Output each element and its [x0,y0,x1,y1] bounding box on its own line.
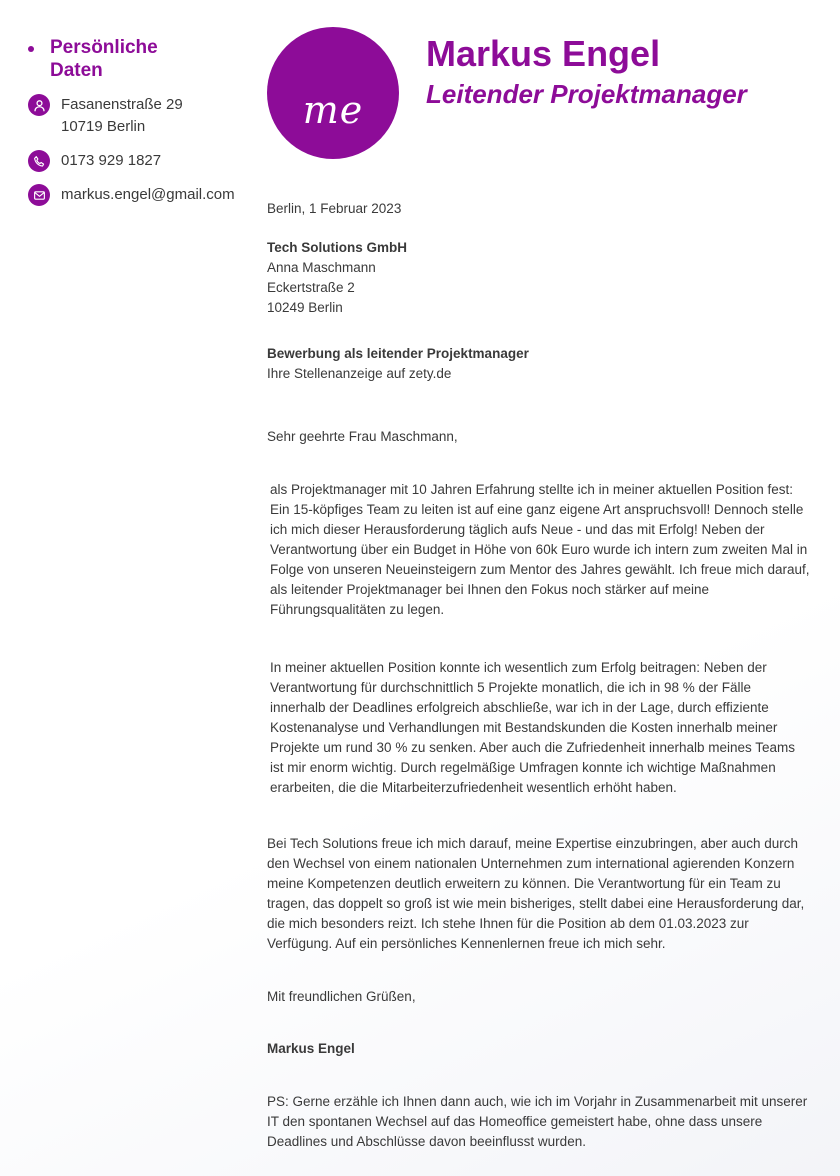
heading-line-2: Daten [50,60,103,81]
place-date: Berlin, 1 Februar 2023 [267,200,402,216]
address-text [61,94,183,138]
monogram-text: me [302,88,364,132]
paragraph-3: Bei Tech Solutions freue ich mich darauf, meine Expertise einzubringen, aber auch durch den Wechsel von einem nationalen Unternehmen zum international agierenden Konzern meine Kompetenzen deutlich erweitern zu können. Die Verantwortung für ein Team zu tragen, das doppelt so groß ist wie mein bisheriges, stellt dabei eine Herausforderung dar, die mich besonders reizt. Ich stehe Ihnen für die Position ab dem 01.03.2023 zur Verfügung. Auf ein persönliches Kennenlernen freue ich mich sehr. [267,835,805,951]
monogram-avatar [267,27,399,159]
heading-line-1: Persönliche [50,37,158,58]
address-street: Fasanenstraße 29 [61,96,183,113]
person-icon [28,94,50,116]
phone-number[interactable]: 0173 929 1827 [61,152,162,169]
recipient-person: Anna Maschmann [267,260,376,275]
reference-line: Ihre Stellenanzeige auf zety.de [267,366,452,381]
subject-block [267,344,812,384]
applicant-name: Markus Engel [426,33,661,74]
closing: Mit freundlichen Grüßen, [267,988,416,1004]
email-address[interactable]: markus.engel@gmail.com [61,186,235,203]
mail-icon [28,184,50,206]
paragraph-1: als Projektmanager mit 10 Jahren Erfahrung stellte ich in meiner aktuellen Position fest: Ein 15-köpfiges Team zu leiten ist auf eine ganz eigene Art anspruchsvoll! Dennoch stelle ich mich dieser Herausforderung täglich aufs Neue - und das mit Erfolg! Neben der Verantwortung über ein Budget in Höhe von 60k Euro wurde ich intern zum zweiten Mal in Folge von unseren Neueinsteigern zum Mentor des Jahres gewählt. Ich freue mich darauf, als leitender Projektmanager bei Ihnen den Fokus noch stärker auf meine Führungsqualitäten zu legen. [270,481,810,617]
salutation: Sehr geehrte Frau Maschmann, [267,428,458,444]
signature: Markus Engel [267,1040,355,1056]
email-row [28,184,243,206]
phone-icon [28,150,50,172]
personal-data-sidebar [28,36,243,218]
paragraph-2: In meiner aktuellen Position konnte ich wesentlich zum Erfolg beitragen: Neben der Verantwortung für durchschnittlich 5 Projekte monatlich, die ich in 98 % der Fälle innerhalb der Deadlines erfolgreich abschließe, war ich in der Lage, durch effiziente Kostenanalyse und Verhandlungen mit Bestandskunden die Kosten innerhalb meiner Projekte um rund 30 % zu senken. Aber auch die Zufriedenheit innerhalb meines Teams ist mir enorm wichtig. Durch regelmäßige Umfragen konnte ich wichtige Maßnahmen erarbeiten, die die Mitarbeiterzufriedenheit wesentlich erhöht haben. [270,659,796,795]
address-row [28,94,243,138]
subject-line: Bewerbung als leitender Projektmanager [267,346,529,361]
postscript: PS: Gerne erzähle ich Ihnen dann auch, wie ich im Vorjahr in Zusammenarbeit mit unserer IT den spontanen Wechsel auf das Homeoffice gemeistert habe, ohne dass unsere Deadlines und Abschlüsse davon beeinflusst wurden. [267,1093,808,1149]
applicant-title: Leitender Projektmanager [426,79,747,109]
recipient-company: Tech Solutions GmbH [267,240,408,255]
phone-row [28,150,243,172]
address-city: 10719 Berlin [61,118,146,135]
heading-bullet [28,46,34,52]
recipient-street: Eckertstraße 2 [267,280,355,295]
personal-data-heading [28,36,243,82]
recipient-block [267,238,812,318]
recipient-city: 10249 Berlin [267,300,343,315]
